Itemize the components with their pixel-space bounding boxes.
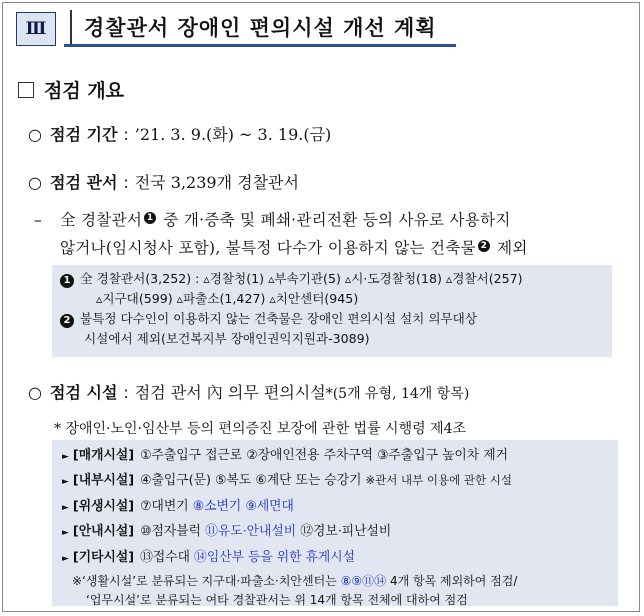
- offices-detail-text-1a: 全 경찰관서: [60, 211, 143, 229]
- note-2-text-1: 불특정 다수인이 이용하지 않는 건축물은 장애인 편의시설 설치 의무대상: [80, 311, 477, 326]
- category-items-note: ※관서 내부 이용에 관한 시설: [365, 473, 512, 488]
- circle-bullet-icon: ○: [28, 383, 42, 402]
- period-value: ’21. 3. 9.(화) ~ 3. 19.(금): [134, 125, 332, 144]
- category-items-excluded: ⑧소변기 ⑨세면대: [192, 498, 294, 514]
- offices-notes-box: [52, 265, 612, 357]
- triangle-right-icon: ►: [62, 477, 69, 488]
- note-2-text-2: 시설에서 제외(보건복지부 장애인권익지원과-3089): [84, 331, 370, 346]
- offices-row: ○ 점검 관서 : 전국 3,239개 경찰관서: [28, 173, 299, 192]
- category-items: ①주출입구 접근로 ②장애인전용 주차구역 ③주출입구 높이차 제거: [140, 448, 508, 463]
- period-label: 점검 기간: [50, 125, 118, 144]
- category-label: [매개시설]: [72, 448, 135, 463]
- footnote-text-1a: ※‘생활시설’로 분류되는 지구대·파출소·치안센터는: [72, 574, 341, 589]
- note-2-line: [60, 309, 604, 329]
- category-row: [62, 520, 608, 545]
- category-row: [62, 469, 608, 494]
- section-underline: [64, 44, 456, 47]
- offices-detail-text-2a: 않거나(임시청사 포함), 불특정 다수가 이용하지 않는 건축물: [60, 239, 476, 257]
- category-label: [위생시설]: [72, 498, 135, 514]
- category-label: [기타시설]: [72, 549, 135, 565]
- category-row: [62, 546, 608, 571]
- note-2-number: 2: [60, 314, 74, 328]
- category-row: [62, 495, 608, 520]
- period-row: ○ 점검 기간 : ’21. 3. 9.(화) ~ 3. 19.(금): [28, 125, 332, 144]
- category-items: ④출입구(문) ⑤복도 ⑥계단 또는 승강기: [140, 473, 366, 489]
- offices-value: 전국 3,239개 경찰관서: [134, 173, 299, 192]
- facilities-row: ○ 점검 시설 : 점검 관서 內 의무 편의시설*(5개 유형, 14개 항목): [28, 383, 470, 402]
- facilities-value-note: *(5개 유형, 14개 항목): [325, 386, 470, 402]
- checkbox-square-icon: [18, 82, 34, 98]
- triangle-right-icon: ►: [62, 452, 69, 462]
- category-items: ⑬접수대: [140, 549, 195, 565]
- category-items: ⑦대변기: [140, 498, 193, 514]
- category-label: [내부시설]: [72, 473, 135, 489]
- note-2-marker: 2: [478, 240, 490, 252]
- note-1-number: 1: [60, 274, 74, 288]
- note-1-items: ▵경찰청(1) ▵부속기관(5) ▵시·도경찰청(18) ▵경찰서(257): [203, 271, 523, 286]
- section-number-box: [16, 12, 56, 46]
- offices-detail-text-1b: 중 개·증축 및 폐쇄·관리전환 등의 사유로 사용하지: [158, 211, 511, 229]
- category-items-excluded: ⑪유도·안내설비: [205, 524, 297, 540]
- footnote-text-1b: 4개 항목 제외하여 점검/: [386, 574, 518, 589]
- offices-detail-line-1: [34, 208, 511, 230]
- footnote-line-2: ‘업무시설’로 분류되는 여타 경찰관서는 위 14개 항목 전체에 대하여 점검: [86, 593, 468, 608]
- overview-heading: [18, 76, 124, 103]
- facilities-value: 점검 관서 內 의무 편의시설: [134, 383, 326, 402]
- overview-heading-text: 점검 개요: [44, 80, 125, 102]
- footnote-line-1: [62, 572, 608, 591]
- note-1-line: [60, 269, 604, 289]
- category-items-after: ⑫경보·피난설비: [296, 524, 392, 540]
- dash-marker: –: [34, 211, 43, 229]
- offices-label: 점검 관서: [50, 173, 118, 192]
- section-title: 경찰관서 장애인 편의시설 개선 계획: [84, 16, 437, 40]
- category-items-excluded: ⑭임산부 등을 위한 휴게시설: [194, 549, 356, 565]
- offices-detail-text-2b: 제외: [491, 239, 528, 257]
- note-1-items-line-2: ▵지구대(599) ▵파출소(1,427) ▵치안센터(945): [96, 291, 359, 306]
- category-label: [안내시설]: [72, 524, 135, 540]
- triangle-right-icon: ►: [62, 553, 69, 564]
- section-divider: [70, 10, 72, 44]
- triangle-right-icon: ►: [62, 502, 69, 513]
- footnote-excluded-items: ⑧⑨⑪⑭: [340, 574, 387, 589]
- triangle-right-icon: ►: [62, 528, 69, 539]
- facilities-legal-note: * 장애인·노인·임산부 등의 편의증진 보장에 관한 법률 시행령 제4조: [54, 421, 467, 437]
- category-row: [62, 444, 608, 469]
- circle-bullet-icon: ○: [28, 125, 42, 144]
- note-1-marker: 1: [144, 212, 156, 224]
- category-items: ⑩점자블럭: [140, 524, 206, 540]
- facilities-category-box: [52, 440, 618, 606]
- offices-detail-line-2: [60, 236, 528, 258]
- circle-bullet-icon: ○: [28, 173, 42, 192]
- section-numeral: Ⅲ: [25, 19, 47, 39]
- facilities-label: 점검 시설: [50, 383, 118, 402]
- note-1-label: 全 경찰관서(3,252) :: [80, 271, 200, 286]
